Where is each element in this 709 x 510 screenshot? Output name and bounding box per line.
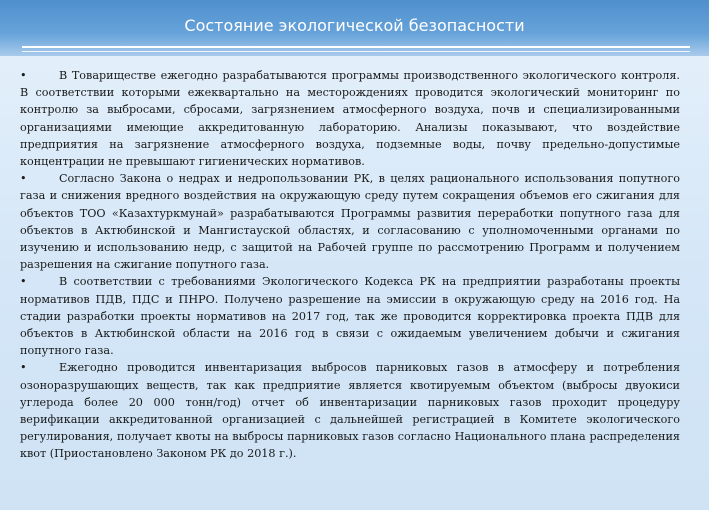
paragraph-text: Согласно Закона о недрах и недропользовании РК, в целях рационального использования попутного газа и снижения вредного воздействия на окружающую среду путем сокращения объемов его сжигания для объектов ТОО «Казахтуркмунай» разрабатываются Программы развития переработки попутного газа для объектов в Актюбинской и Мангистауской областях, и согласованию с уполномоченными органами по изучению и использованию недр, с защитой на Рабочей группе по рассмотрению Программ и получением разрешения на сжигание попутного газа. [20,172,680,272]
bullet-icon: • [20,275,27,289]
bullet-icon: • [20,361,27,375]
bullet-paragraph-2 [20,170,680,273]
paragraph-text: В Товариществе ежегодно разрабатываются программы производственного экологического контроля. В соответствии которыми ежеквартально на месторождениях проводится экологический мониторинг по контролю за выбросами, сбросами, загрязнением атмосферного воздуха, почв и специализированными организациями имеющие аккредитованную лабораторию. Анализы показывают, что воздействие предприятия на загрязнение атмосферного воздуха, подземные воды, почву предельно-допустимые концентрации не превышают гигиенических нормативов. [20,69,680,169]
bullet-paragraph-4 [20,359,680,462]
paragraph-text: Ежегодно проводится инвентаризация выбросов парниковых газов в атмосферу и потребления озоноразрушающих веществ, так как предприятие является квотируемым объектом (выбросы двуокиси углерода более 20 000 тонн/год) отчет об инвентаризации парниковых газов проходит процедуру верификации аккредитованной организацией с дальнейшей регистрацией в Комитете экологического регулирования, получает квоты на выбросы парниковых газов согласно Национального плана распределения квот (Приостановлено Законом РК до 2018 г.). [20,361,680,461]
bullet-paragraph-3 [20,273,680,359]
title-bar [0,0,709,56]
bullet-paragraph-1 [20,67,680,170]
paragraph-text: В соответствии с требованиями Экологического Кодекса РК на предприятии разработаны проекты нормативов ПДВ, ПДС и ПНРО. Получено разрешение на эмиссии в окружающую среду на 2016 год. На стадии разработки проекты нормативов на 2017 год, так же проводится корректировка проекта ПДВ для объектов в Актюбинской области на 2016 год в связи с ожидаемым увеличением добычи и сжигания попутного газа. [20,275,680,358]
title-divider-thin [22,51,690,52]
title-divider [22,46,690,48]
bullet-icon: • [20,69,27,82]
slide-title: Состояние экологической безопасности [184,16,525,35]
slide-body [20,67,680,463]
bullet-icon: • [20,172,27,186]
